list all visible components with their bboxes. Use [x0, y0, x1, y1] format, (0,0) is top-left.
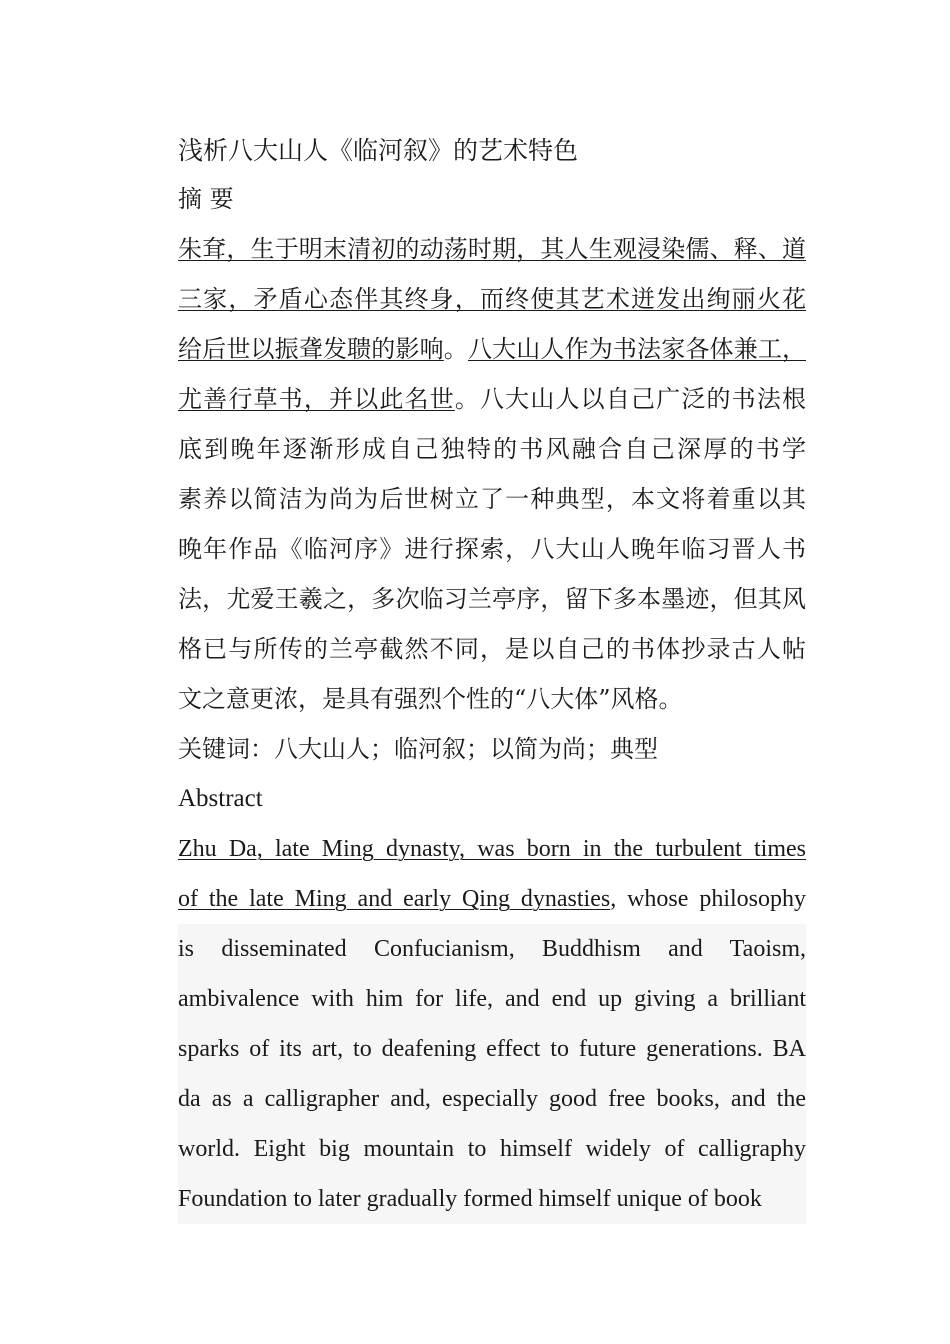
text-run: 底到晚年逐渐形成自己独特的书风融合自己深厚的书学 — [178, 435, 806, 463]
text-run: , whose philosophy — [610, 886, 807, 912]
document-body — [178, 128, 806, 1224]
abstract-zh-line — [178, 224, 806, 274]
abstract-en-line — [178, 1174, 806, 1224]
underlined-text: 给后世以振聋发聩的影响 — [178, 335, 444, 363]
underlined-text: 朱耷，生于明末清初的动荡时期，其人生观浸染儒、释、道 — [178, 235, 806, 263]
abstract-zh-line — [178, 524, 806, 574]
abstract-en-line — [178, 974, 806, 1024]
underlined-text: of the late Ming and early Qing dynasties — [178, 886, 611, 912]
text-run: Foundation to later gradually formed himself unique of book — [178, 1186, 762, 1212]
abstract-zh-line — [178, 424, 806, 474]
abstract-zh-paragraph — [178, 224, 806, 724]
text-run: 素养以简洁为尚为后世树立了一种典型，本文将着重以其 — [178, 485, 806, 513]
text-run: da as a calligrapher and, especially good free books, and the — [178, 1086, 806, 1112]
abstract-zh-line — [178, 274, 806, 324]
abstract-en-paragraph — [178, 824, 806, 1224]
text-run: 文之意更浓，是具有强烈个性的“八大体”风格。 — [178, 685, 683, 713]
abstract-en-line — [178, 1124, 806, 1174]
abstract-en-line — [178, 824, 806, 874]
abstract-heading-en: Abstract — [178, 785, 263, 812]
text-run: sparks of its art, to deafening effect to future generations. BA — [178, 1036, 806, 1062]
text-run: 晚年作品《临河序》进行探索，八大山人晚年临习晋人书 — [178, 535, 806, 563]
abstract-heading-zh: 摘 要 — [178, 185, 234, 213]
text-run: 。八大山人以自己广泛的书法根 — [454, 385, 807, 413]
abstract-zh-line — [178, 674, 806, 724]
underlined-text: 三家，矛盾心态伴其终身，而终使其艺术迸发出绚丽火花 — [178, 285, 806, 313]
text-run: 格已与所传的兰亭截然不同，是以自己的书体抄录古人帖 — [178, 635, 806, 663]
document-title: 浅析八大山人《临河叙》的艺术特色 — [178, 136, 579, 165]
text-run: 。 — [443, 335, 468, 363]
text-run: ambivalence with him for life, and end up giving a brilliant — [178, 986, 806, 1012]
text-run: world. Eight big mountain to himself widely of calligraphy — [178, 1136, 806, 1162]
abstract-zh-line — [178, 324, 806, 374]
abstract-en-line — [178, 874, 806, 924]
underlined-text: 尤善行草书，并以此名世 — [178, 385, 455, 413]
text-run: 法，尤爱王羲之，多次临习兰亭序，留下多本墨迹，但其风 — [178, 585, 806, 613]
text-run: is disseminated Confucianism, Buddhism and Taoism, — [178, 936, 806, 962]
abstract-en-line — [178, 1074, 806, 1124]
abstract-zh-line — [178, 624, 806, 674]
abstract-zh-line — [178, 574, 806, 624]
keywords-zh: 关键词：八大山人；临河叙；以简为尚；典型 — [178, 735, 658, 763]
abstract-en-line — [178, 1024, 806, 1074]
abstract-zh-line — [178, 374, 806, 424]
underlined-text: 八大山人作为书法家各体兼工， — [467, 335, 807, 363]
abstract-en-line — [178, 924, 806, 974]
underlined-text: Zhu Da, late Ming dynasty, was born in the turbulent times — [178, 836, 806, 862]
abstract-zh-line — [178, 474, 806, 524]
